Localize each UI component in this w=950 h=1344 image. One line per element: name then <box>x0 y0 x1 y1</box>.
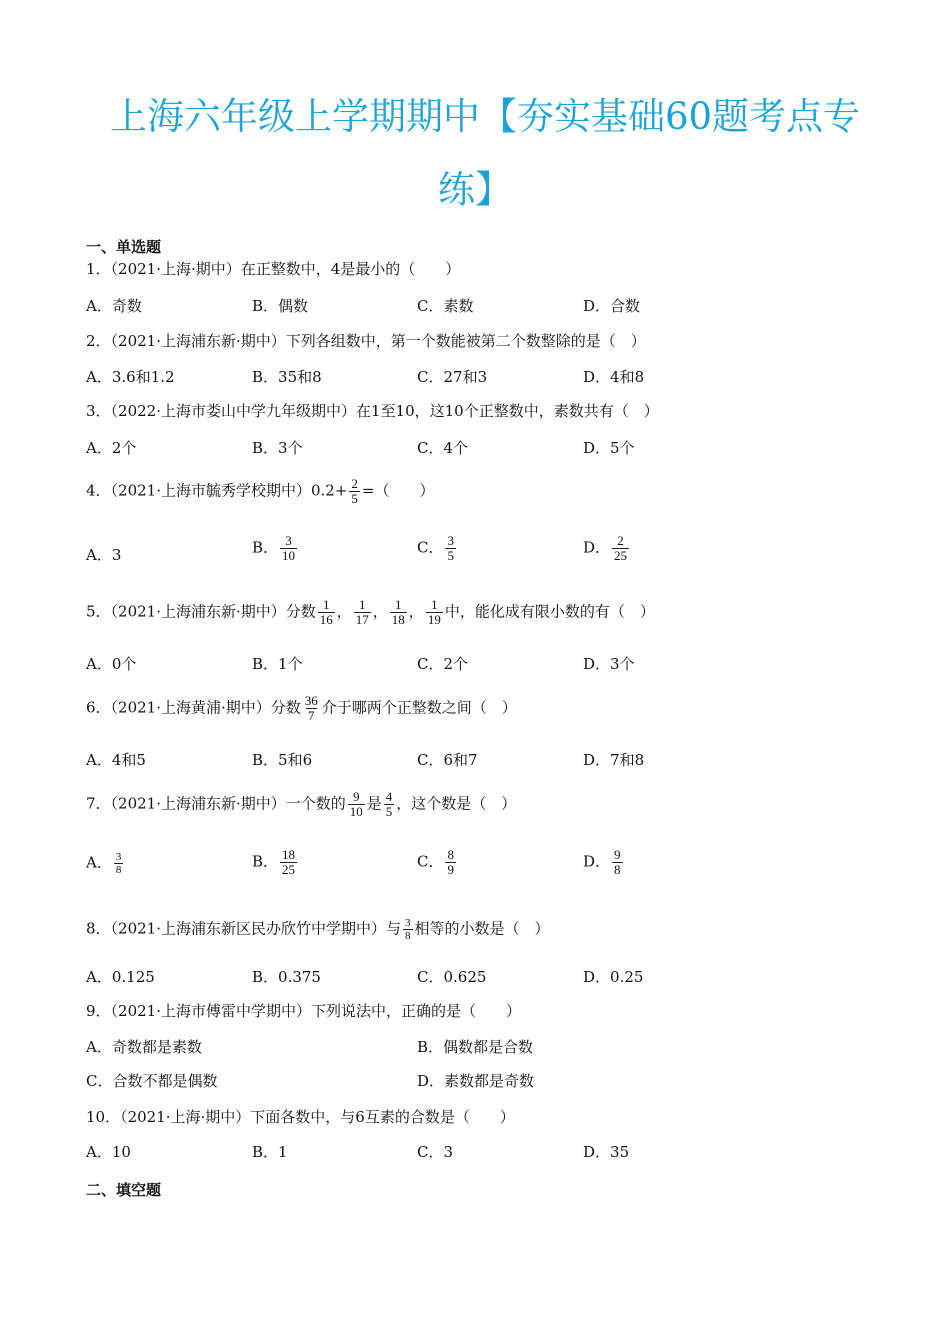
q4-option-b-label: B． <box>252 538 279 557</box>
q7-option-c-fraction <box>445 848 456 877</box>
q5-fraction-2 <box>354 598 371 627</box>
numerator: 2 <box>617 533 624 548</box>
q4-text-post: =（ ） <box>361 481 435 500</box>
numerator: 1 <box>323 597 330 612</box>
q10-option-c[interactable]: C．3 <box>417 1143 454 1161</box>
q6-option-b[interactable]: B．5和6 <box>252 751 313 769</box>
q4-text-pre: 4．（2021·上海市毓秀学校期中）0.2+ <box>86 481 348 500</box>
numerator: 1 <box>359 597 366 612</box>
q3-option-d[interactable]: D．5个 <box>583 439 635 457</box>
q7-option-c-label: C． <box>417 852 444 871</box>
q3-option-b[interactable]: B．3个 <box>252 439 303 457</box>
denominator: 8 <box>405 930 411 942</box>
q9-option-d[interactable]: D．素数都是奇数 <box>417 1072 535 1090</box>
q2-option-c[interactable]: C．27和3 <box>417 368 488 386</box>
denominator: 10 <box>282 548 296 563</box>
section-heading-fill-in: 二、填空题 <box>86 1181 162 1199</box>
q9-option-a[interactable]: A．奇数都是素数 <box>86 1038 202 1056</box>
q4-option-a[interactable]: A．3 <box>86 546 122 564</box>
q8-option-d[interactable]: D．0.25 <box>583 968 644 986</box>
question-1: 1．（2021·上海·期中）在正整数中，4是最小的（ ） <box>86 260 461 278</box>
q5-option-c[interactable]: C．2个 <box>417 655 469 673</box>
q7-text-mid: 是 <box>366 794 382 813</box>
q4-fraction <box>349 477 360 506</box>
q5-sep-3: ， <box>408 602 424 621</box>
q4-option-c-label: C． <box>417 538 444 557</box>
q4-option-b[interactable] <box>252 534 299 563</box>
page-title-line1: 上海六年级上学期期中【夯实基础60题考点专 <box>109 95 861 138</box>
question-9: 9．（2021·上海市傅雷中学期中）下列说法中，正确的是（ ） <box>86 1002 521 1020</box>
q5-fraction-4 <box>426 598 443 627</box>
q8-option-b[interactable]: B．0.375 <box>252 968 321 986</box>
denominator: 7 <box>308 708 315 723</box>
question-7 <box>86 790 516 819</box>
question-3: 3．（2022·上海市娄山中学九年级期中）在1至10，这10个正整数中，素数共有（ ） <box>86 402 659 420</box>
numerator: 9 <box>353 789 360 804</box>
q10-option-d[interactable]: D．35 <box>583 1143 630 1161</box>
q1-option-c[interactable]: C．素数 <box>417 297 474 315</box>
q4-option-d-label: D． <box>583 538 611 557</box>
q8-text-post: 相等的小数是（ ） <box>414 919 550 938</box>
q2-option-b[interactable]: B．35和8 <box>252 368 322 386</box>
q4-option-b-fraction <box>280 534 297 563</box>
q4-option-c[interactable] <box>417 534 458 563</box>
q4-option-c-fraction <box>445 534 456 563</box>
numerator: 9 <box>614 847 621 862</box>
denominator: 19 <box>427 612 441 627</box>
q7-option-d[interactable] <box>583 848 625 877</box>
q2-option-d[interactable]: D．4和8 <box>583 368 645 386</box>
q5-sep-2: ， <box>372 602 388 621</box>
question-6 <box>86 694 517 723</box>
q8-text-pre: 8．（2021·上海浦东新区民办欣竹中学期中）与 <box>86 919 401 938</box>
q10-option-b[interactable]: B．1 <box>252 1143 288 1161</box>
q5-text-pre: 5．（2021·上海浦东新·期中）分数 <box>86 602 316 621</box>
q7-text-pre: 7．（2021·上海浦东新·期中）一个数的 <box>86 794 346 813</box>
q2-option-a[interactable]: A．3.6和1.2 <box>86 368 175 386</box>
q7-fraction-2 <box>384 790 395 819</box>
q7-option-a-fraction <box>114 851 124 876</box>
q7-text-post: ，这个数是（ ） <box>396 794 517 813</box>
question-8 <box>86 917 550 942</box>
q5-option-b[interactable]: B．1个 <box>252 655 303 673</box>
q3-option-c[interactable]: C．4个 <box>417 439 469 457</box>
q4-fraction-denominator: 5 <box>351 491 358 506</box>
q5-option-d[interactable]: D．3个 <box>583 655 635 673</box>
q5-fraction-3 <box>390 598 407 627</box>
q1-option-a[interactable]: A．奇数 <box>86 297 142 315</box>
q6-text-post: 介于哪两个正整数之间（ ） <box>321 698 517 717</box>
q6-option-d[interactable]: D．7和8 <box>583 751 645 769</box>
numerator: 3 <box>447 533 454 548</box>
denominator: 17 <box>355 612 369 627</box>
q7-option-b[interactable] <box>252 848 299 877</box>
question-2: 2．（2021·上海浦东新·期中）下列各组数中，第一个数能被第二个数整除的是（ ） <box>86 332 646 350</box>
q4-option-d[interactable] <box>583 534 631 563</box>
q5-sep-1: ， <box>336 602 352 621</box>
q10-option-a[interactable]: A．10 <box>86 1143 131 1161</box>
denominator: 25 <box>282 862 296 877</box>
denominator: 10 <box>349 804 363 819</box>
q1-option-d[interactable]: D．合数 <box>583 297 641 315</box>
numerator: 1 <box>395 597 402 612</box>
numerator: 8 <box>447 847 454 862</box>
question-5 <box>86 598 655 627</box>
q6-text-pre: 6．（2021·上海黄浦·期中）分数 <box>86 698 301 717</box>
q5-fraction-1 <box>318 598 335 627</box>
q3-option-a[interactable]: A．2个 <box>86 439 137 457</box>
q7-option-a[interactable] <box>86 851 125 876</box>
q7-option-d-label: D． <box>583 852 611 871</box>
denominator: 8 <box>115 864 122 876</box>
q1-option-b[interactable]: B．偶数 <box>252 297 309 315</box>
q8-fraction <box>403 917 413 942</box>
numerator: 3 <box>405 917 411 929</box>
denominator: 9 <box>447 862 454 877</box>
denominator: 25 <box>614 548 628 563</box>
page-title-line2: 练】 <box>438 168 512 211</box>
numerator: 1 <box>431 597 438 612</box>
q7-option-a-label: A． <box>86 853 112 872</box>
q6-fraction <box>303 694 320 723</box>
q9-option-b[interactable]: B．偶数都是合数 <box>417 1038 534 1056</box>
denominator: 5 <box>385 804 393 819</box>
q6-option-c[interactable]: C．6和7 <box>417 751 478 769</box>
denominator: 8 <box>614 862 621 877</box>
numerator: 3 <box>115 851 122 863</box>
denominator: 5 <box>447 548 454 563</box>
numerator: 3 <box>285 533 292 548</box>
numerator: 36 <box>304 693 318 708</box>
q7-fraction-1 <box>348 790 365 819</box>
q8-option-a[interactable]: A．0.125 <box>86 968 155 986</box>
q4-option-d-fraction <box>612 534 629 563</box>
q7-option-b-fraction <box>280 848 297 877</box>
q5-option-a[interactable]: A．0个 <box>86 655 137 673</box>
question-4 <box>86 477 435 506</box>
q5-text-post: 中，能化成有限小数的有（ ） <box>444 602 655 621</box>
q7-option-b-label: B． <box>252 852 279 871</box>
q9-option-c[interactable]: C．合数不都是偶数 <box>86 1072 218 1090</box>
q6-option-a[interactable]: A．4和5 <box>86 751 146 769</box>
section-heading-single-choice: 一、单选题 <box>86 238 162 256</box>
question-10: 10．（2021·上海·期中）下面各数中，与6互素的合数是（ ） <box>86 1108 515 1126</box>
denominator: 18 <box>391 612 405 627</box>
q8-option-c[interactable]: C．0.625 <box>417 968 487 986</box>
numerator: 18 <box>282 847 296 862</box>
q4-fraction-numerator: 2 <box>351 476 358 491</box>
numerator: 4 <box>385 789 393 804</box>
q7-option-d-fraction <box>612 848 623 877</box>
denominator: 16 <box>319 612 333 627</box>
q7-option-c[interactable] <box>417 848 458 877</box>
